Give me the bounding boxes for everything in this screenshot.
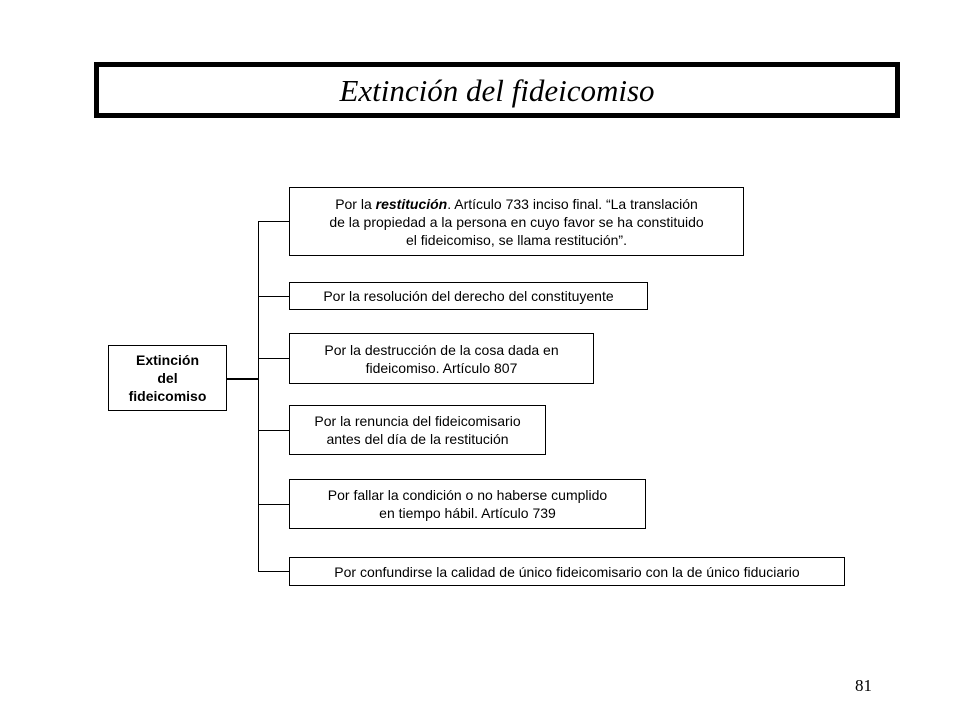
connector-branch-5 bbox=[258, 504, 289, 505]
branch-1-prefix: Por la bbox=[335, 195, 376, 212]
branch-node-condicion bbox=[289, 479, 646, 529]
title-box bbox=[94, 62, 900, 118]
connector-branch-2 bbox=[258, 296, 289, 297]
branch-node-restitucion bbox=[289, 187, 744, 256]
branch-1-line-2: de la propiedad a la persona en cuyo favor se ha constituido bbox=[329, 213, 704, 230]
branch-4-line-1: Por la renuncia del fideicomisario bbox=[314, 413, 521, 429]
branch-3-line-2: fideicomiso. Artículo 807 bbox=[365, 359, 518, 376]
root-line-1: Extinción bbox=[135, 352, 199, 368]
branch-node-resolucion bbox=[289, 282, 648, 310]
branch-node-renuncia bbox=[289, 405, 546, 455]
root-line-3: fideicomiso bbox=[128, 388, 207, 404]
page-number: 81 bbox=[855, 676, 872, 695]
branch-1-emphasis: restitución bbox=[375, 195, 448, 212]
connector-branch-6 bbox=[258, 571, 289, 572]
branch-node-destruccion bbox=[289, 333, 594, 384]
branch-5-line-2: en tiempo hábil. Artículo 739 bbox=[379, 505, 556, 521]
branch-2-line-1: Por la resolución del derecho del constituyente bbox=[323, 288, 614, 304]
connector-branch-3 bbox=[258, 358, 289, 359]
root-line-2: del bbox=[157, 370, 178, 386]
connector-root bbox=[227, 378, 259, 380]
branch-3-line-1: Por la destrucción de la cosa dada en bbox=[324, 341, 559, 358]
branch-1-line-1 bbox=[329, 195, 703, 213]
branch-6-line-1: Por confundirse la calidad de único fideicomisario con la de único fiduciario bbox=[334, 563, 800, 580]
branch-1-line-3: el fideicomiso, se llama restitución”. bbox=[406, 231, 627, 248]
root-node bbox=[108, 345, 227, 411]
slide-title: Extinción del fideicomiso bbox=[339, 72, 655, 108]
connector-branch-4 bbox=[258, 430, 289, 431]
connector-branch-1 bbox=[258, 221, 289, 222]
branch-1-suffix: . Artículo 733 inciso final. “La translación bbox=[447, 195, 698, 212]
branch-5-line-1: Por fallar la condición o no haberse cumplido bbox=[327, 487, 608, 503]
branch-4-line-2: antes del día de la restitución bbox=[326, 431, 509, 447]
branch-node-confusion bbox=[289, 557, 845, 586]
connector-trunk bbox=[258, 221, 259, 571]
